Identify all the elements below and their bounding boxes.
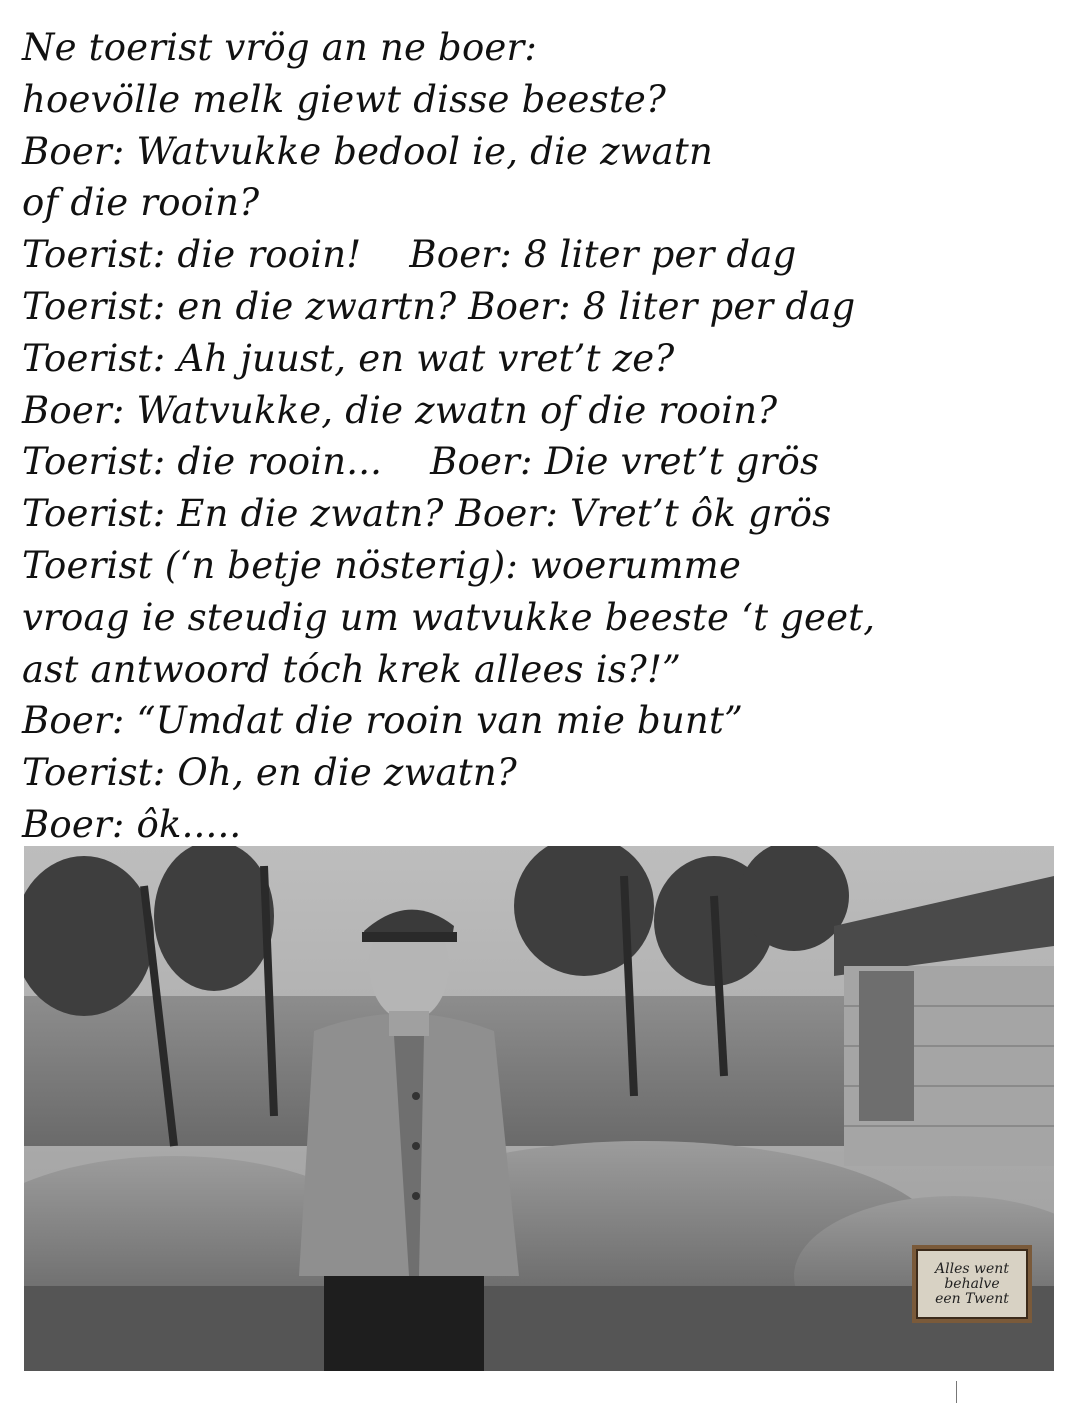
joke-line-12: vroag ie steudig um watvukke beeste ‘t geet, [22,595,876,639]
joke-line-9a: Toerist: die rooin... [22,440,383,484]
joke-line-2: hoevölle melk giewt disse beeste? [22,77,667,121]
badge-line-2: behalve [944,1275,1000,1292]
alles-went-badge [912,1245,1032,1323]
joke-line-9 [22,436,1072,488]
joke-line-1: Ne toerist vrög an ne boer: [22,26,538,69]
joke-text [22,22,1072,851]
joke-line-8: Boer: Watvukke, die zwatn of die rooin? [22,388,778,432]
joke-line-14: Boer: “Umdat die rooin van mie bunt” [22,699,744,743]
joke-line-11: Toerist (‘n betje nösterig): woerumme [22,543,742,587]
joke-line-5 [22,229,1072,281]
joke-line-7: Toerist: Ah juust, en wat vret’t ze? [22,336,675,380]
joke-line-3: Boer: Watvukke bedool ie, die zwatn [22,129,714,173]
joke-line-5a: Toerist: die rooin! [22,233,362,277]
joke-line-5b: Boer: 8 liter per dag [409,233,797,277]
joke-line-16: Boer: ôk..... [22,802,242,846]
joke-line-6: Toerist: en die zwartn? Boer: 8 liter per dag [22,284,856,328]
joke-line-4: of die rooin? [22,181,260,225]
badge-line-3: een Twent [935,1290,1009,1307]
joke-line-9b: Boer: Die vret’t grös [430,440,820,484]
joke-line-13: ast antwoord tóch krek allees is?!” [22,647,682,691]
badge-line-1: Alles went [935,1260,1009,1277]
joke-line-10: Toerist: En die zwatn? Boer: Vret’t ôk grös [22,492,832,536]
joke-line-15: Toerist: Oh, en die zwatn? [22,751,517,795]
farmer-photo [24,846,1054,1371]
frame-tick [956,1381,957,1403]
farmer-photo-illustration [24,846,1054,1371]
